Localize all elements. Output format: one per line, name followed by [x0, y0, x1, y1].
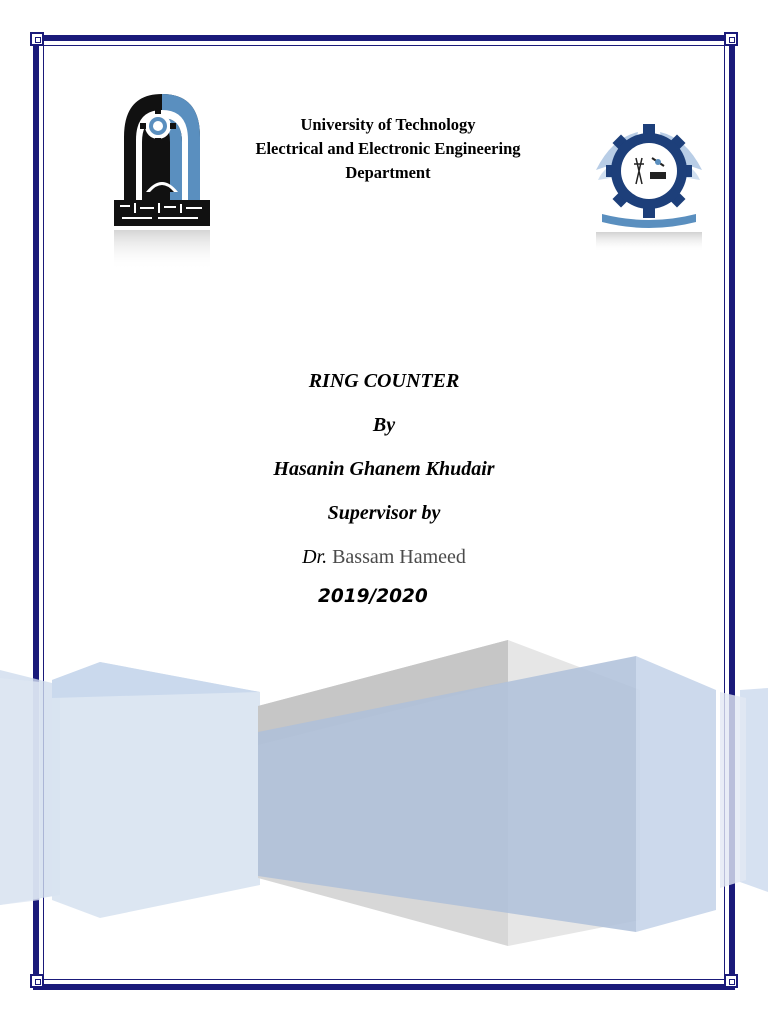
title-block: [0, 366, 768, 586]
supervisor-title-prefix: Dr.: [302, 546, 328, 568]
by-label: By: [372, 414, 396, 436]
supervisor-name: Bassam Hameed: [332, 546, 466, 568]
academic-year: 2019/2020: [318, 586, 428, 607]
border-corner-top-left: [30, 32, 44, 46]
university-logo: [112, 92, 212, 272]
header-department-label: Department: [345, 163, 431, 182]
department-logo: [592, 118, 706, 254]
author-name: Hasanin Ghanem Khudair: [273, 458, 495, 480]
border-corner-bottom-left: [30, 974, 44, 988]
border-corner-top-right: [724, 32, 738, 46]
university-header: [230, 113, 546, 185]
decorative-banner: [0, 630, 768, 960]
border-corner-bottom-right: [724, 974, 738, 988]
project-title: RING COUNTER: [308, 370, 460, 392]
header-university-name: University of Technology: [300, 115, 476, 134]
header-department-name: Electrical and Electronic Engineering: [255, 139, 521, 158]
supervisor-line: [0, 542, 768, 586]
supervisor-label: Supervisor by: [327, 502, 441, 524]
